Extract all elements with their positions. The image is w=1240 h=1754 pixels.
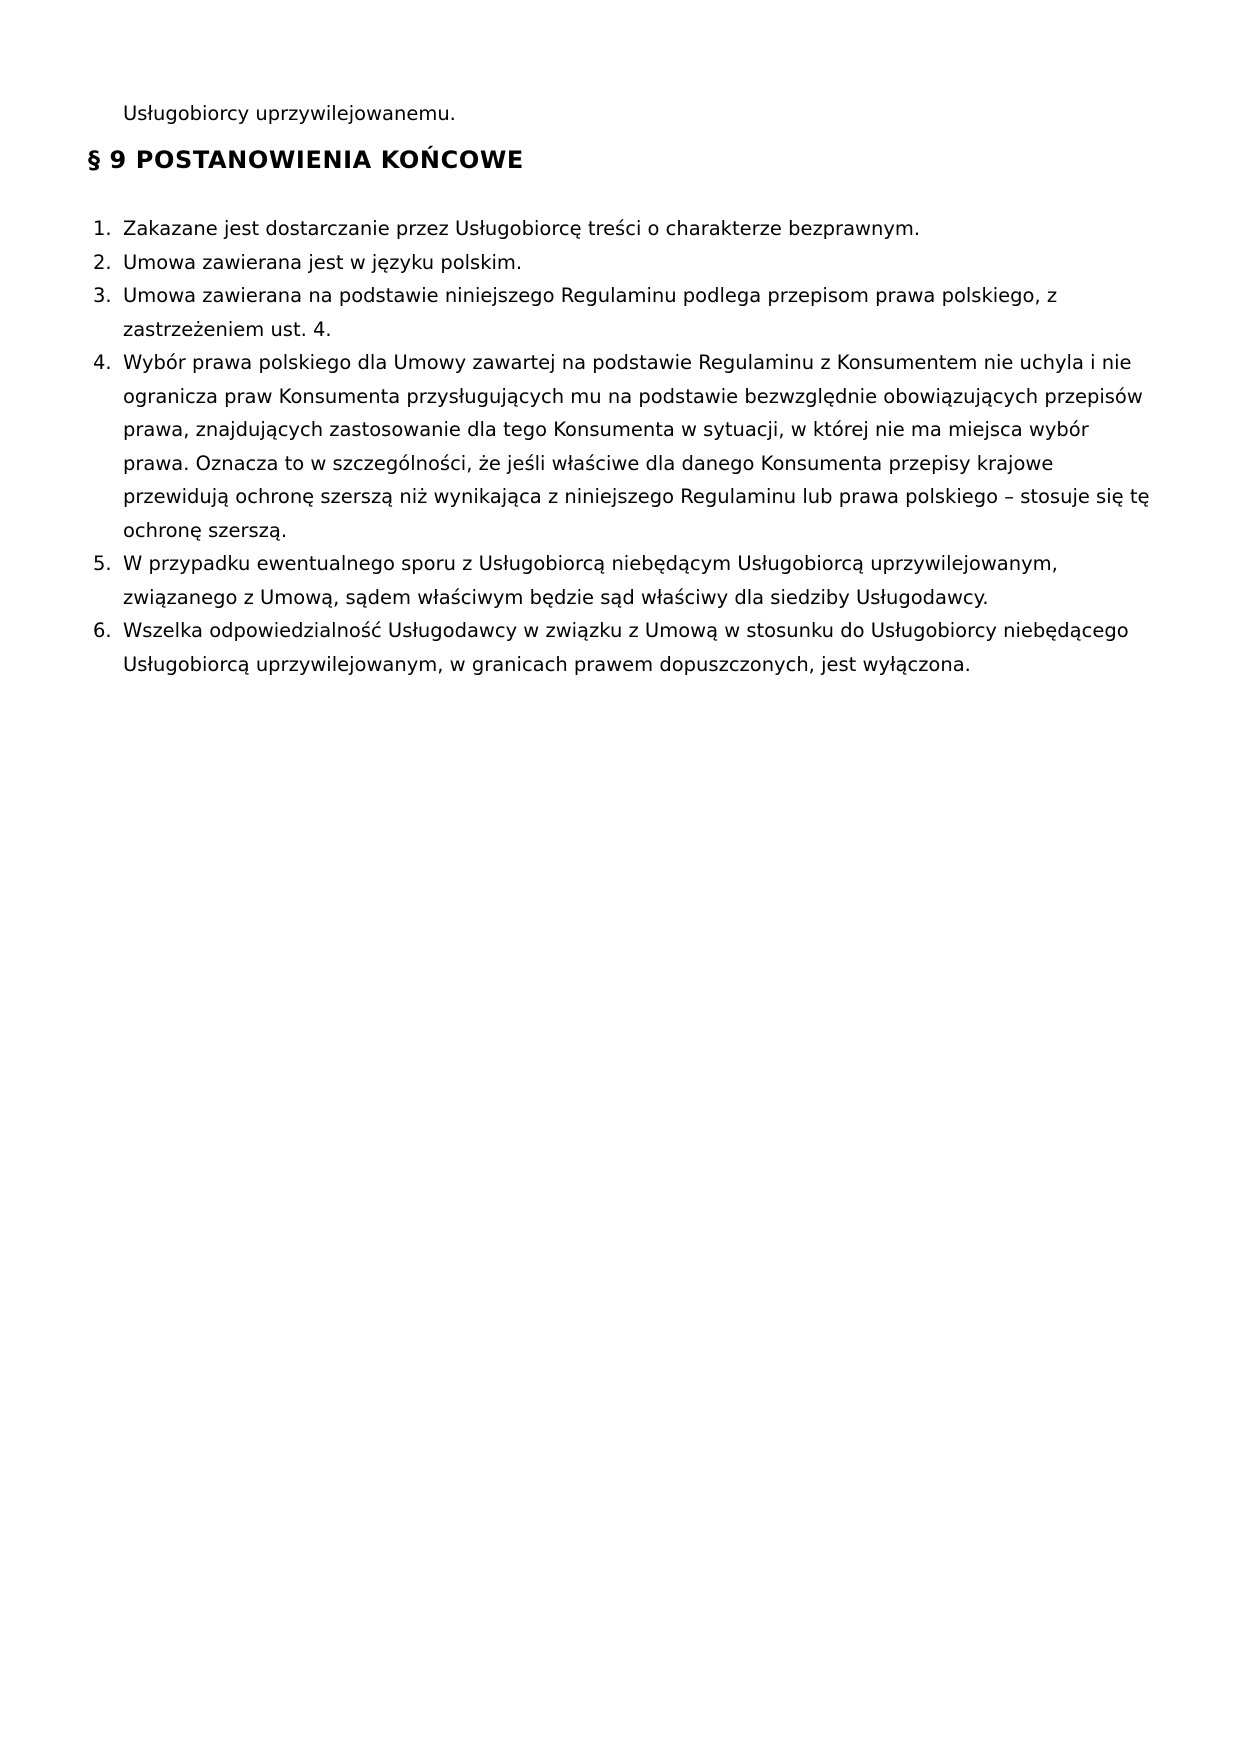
clause-number: 1. — [93, 217, 112, 240]
clause-item — [88, 279, 1158, 346]
clause-text: W przypadku ewentualnego sporu z Usługobiorcą niebędącym Usługobiorcą uprzywilejowanym, związanego z Umową, sądem właściwym będzie sąd właściwy dla siedziby Usługodawcy. — [123, 552, 1058, 609]
clause-number: 4. — [93, 351, 112, 374]
clause-text: Wszelka odpowiedzialność Usługodawcy w związku z Umową w stosunku do Usługobiorcy niebędącego Usługobiorcą uprzywilejowanym, w granicach prawem dopuszczonych, jest wyłączona. — [123, 619, 1129, 676]
clause-item — [88, 346, 1158, 547]
clause-item — [88, 614, 1158, 681]
clause-text: Wybór prawa polskiego dla Umowy zawartej na podstawie Regulaminu z Konsumentem nie uchyla i nie ogranicza praw Konsumenta przysługujących mu na podstawie bezwzględnie obowiązujących przepisów prawa, znajdujących zastosowanie dla tego Konsumenta w sytuacji, w której nie ma miejsca wybór prawa. Oznacza to w szczególności, że jeśli właściwe dla danego Konsumenta przepisy krajowe przewidują ochronę szerszą niż wynikająca z niniejszego Regulaminu lub prawa polskiego – stosuje się tę ochronę szerszą. — [123, 351, 1150, 542]
clause-text: Umowa zawierana jest w języku polskim. — [123, 250, 523, 274]
clause-item — [88, 246, 1158, 280]
clause-item — [88, 547, 1158, 614]
clause-list — [88, 212, 1158, 681]
clause-text: Umowa zawierana na podstawie niniejszego Regulaminu podlega przepisom prawa polskiego, z zastrzeżeniem ust. 4. — [123, 284, 1058, 341]
clause-number: 6. — [93, 619, 112, 642]
section-heading: § 9 POSTANOWIENIA KOŃCOWE — [88, 146, 524, 174]
clause-number: 5. — [93, 552, 112, 575]
clause-number: 2. — [93, 250, 112, 274]
continuation-text: Usługobiorcy uprzywilejowanemu. — [123, 102, 456, 125]
clause-item — [88, 212, 1158, 246]
clause-text: Zakazane jest dostarczanie przez Usługobiorcę treści o charakterze bezprawnym. — [123, 217, 921, 240]
clause-number: 3. — [93, 284, 112, 307]
